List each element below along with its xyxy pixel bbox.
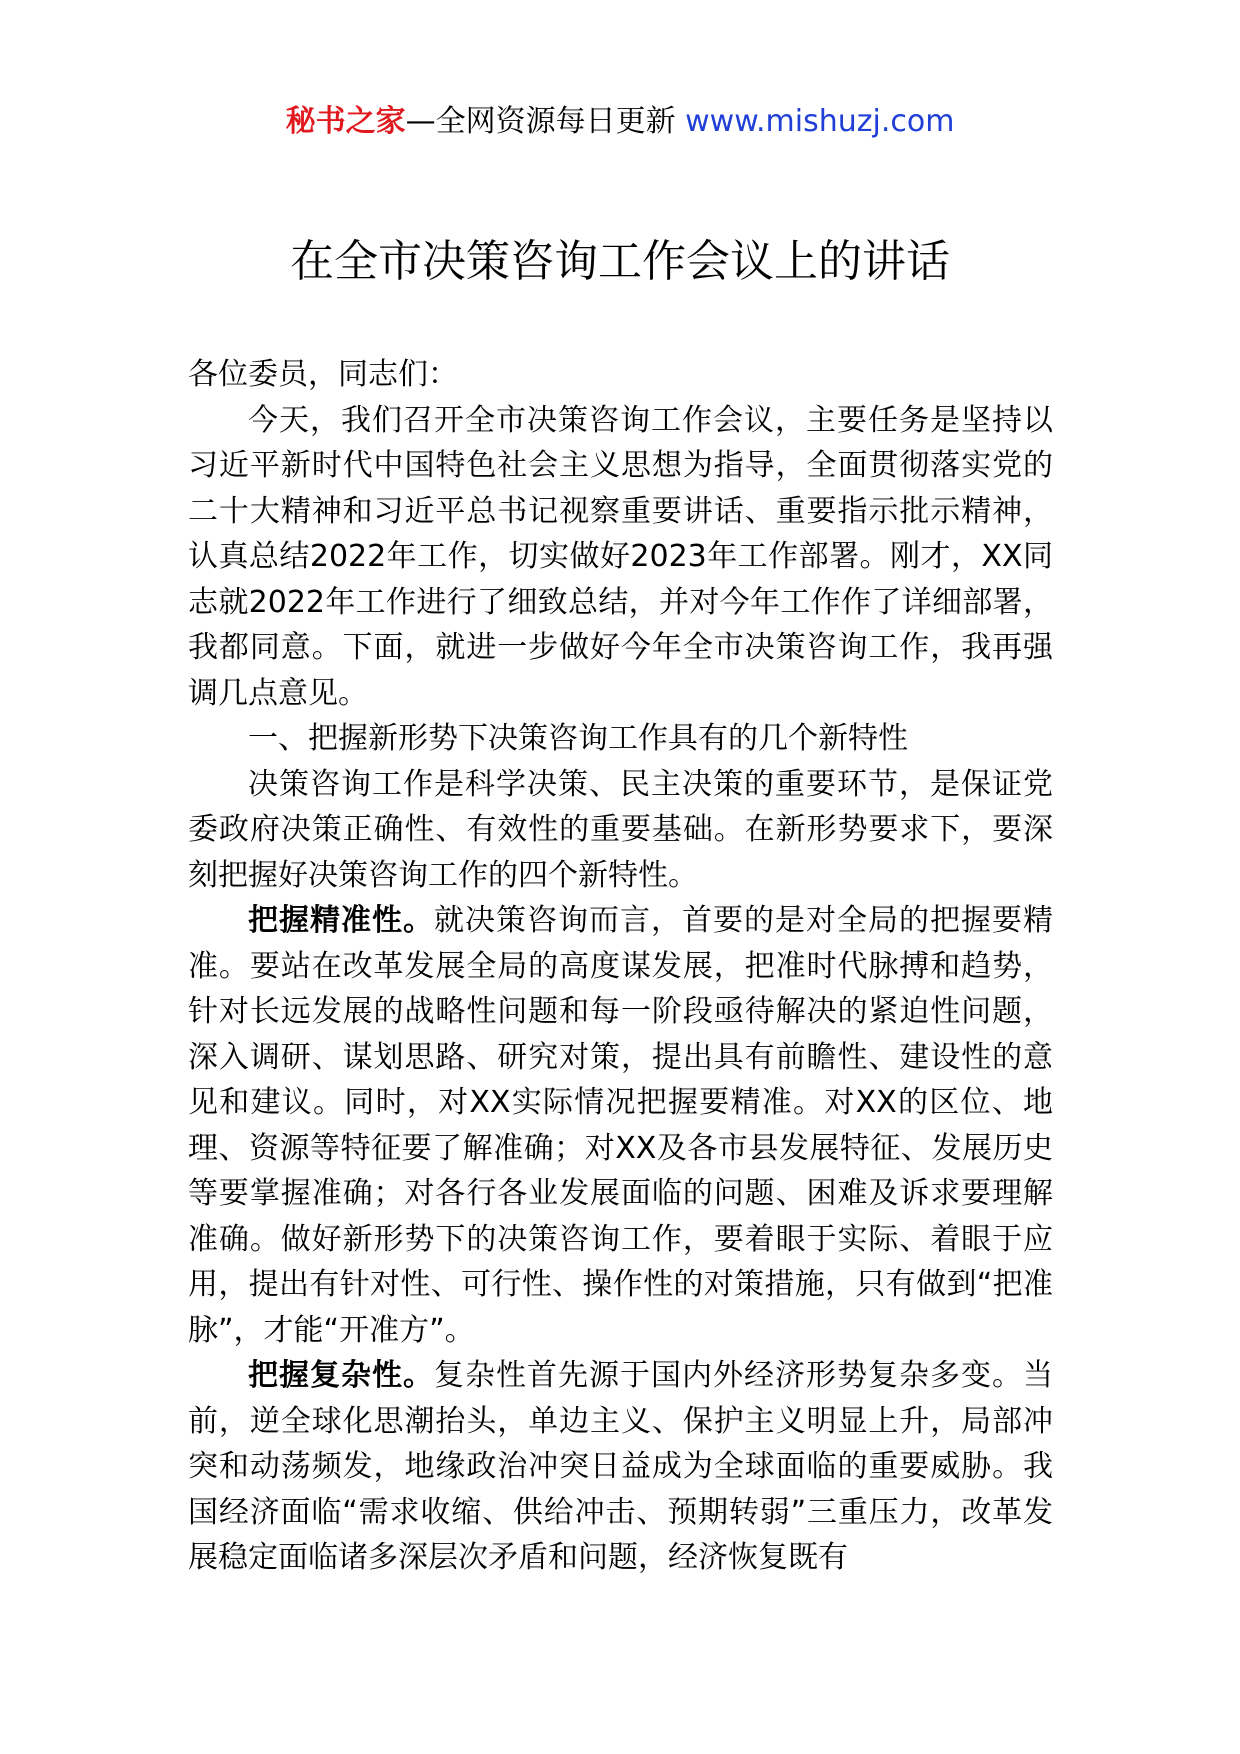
paragraph-precision-body: 就决策咨询而言，首要的是对全局的把握要精准。要站在改革发展全局的高度谋发展，把准时代脉搏和趋势，针对长远发展的战略性问题和每一阶段亟待解决的紧迫性问题，深入调研、谋划思路、研究对策，提出具有前瞻性、建设性的意见和建议。同时，对XX实际情况把握要精准。对XX的区位、地理、资源等特征要了解准确；对XX及各市县发展特征、发展历史等要掌握准确；对各行各业发展面临的问题、困难及诉求要理解准确。做好新形势下的决策咨询工作，要着眼于实际、着眼于应用，提出有针对性、可行性、操作性的对策措施，只有做到“把准脉”，才能“开准方”。 [188, 903, 1053, 1348]
document-title: 在全市决策咨询工作会议上的讲话 [290, 236, 950, 287]
paragraph-complexity [188, 1353, 1053, 1581]
site-header [0, 100, 1240, 144]
site-brand: 秘书之家 [285, 104, 406, 139]
section-heading-1: 一、把握新形势下决策咨询工作具有的几个新特性 [248, 721, 908, 756]
paragraph-precision [188, 898, 1053, 1353]
paragraph-complexity-lead: 把握复杂性。 [248, 1358, 434, 1393]
paragraph-opening: 今天，我们召开全市决策咨询工作会议，主要任务是坚持以习近平新时代中国特色社会主义思想为指导，全面贯彻落实党的二十大精神和习近平总书记视察重要讲话、重要指示批示精神，认真总结2022年工作，切实做好2023年工作部署。刚才，XX同志就2022年工作进行了细致总结，并对今年工作作了详细部署，我都同意。下面，就进一步做好今年全市决策咨询工作，我再强调几点意见。 [188, 402, 1053, 711]
paragraph-section-intro: 决策咨询工作是科学决策、民主决策的重要环节，是保证党委政府决策正确性、有效性的重要基础。在新形势要求下，要深刻把握好决策咨询工作的四个新特性。 [188, 766, 1053, 893]
paragraph-precision-lead: 把握精准性。 [248, 903, 434, 938]
document-body [188, 352, 1053, 1581]
paragraph-complexity-body: 复杂性首先源于国内外经济形势复杂多变。当前，逆全球化思潮抬头，单边主义、保护主义明显上升，局部冲突和动荡频发，地缘政治冲突日益成为全球面临的重要威胁。我国经济面临“需求收缩、供给冲击、预期转弱”三重压力，改革发展稳定面临诸多深层次矛盾和问题，经济恢复既有 [188, 1358, 1053, 1575]
salutation: 各位委员，同志们： [188, 357, 458, 392]
site-url-link[interactable]: www.mishuzj.com [685, 104, 955, 139]
site-slogan: —全网资源每日更新 [405, 104, 676, 139]
